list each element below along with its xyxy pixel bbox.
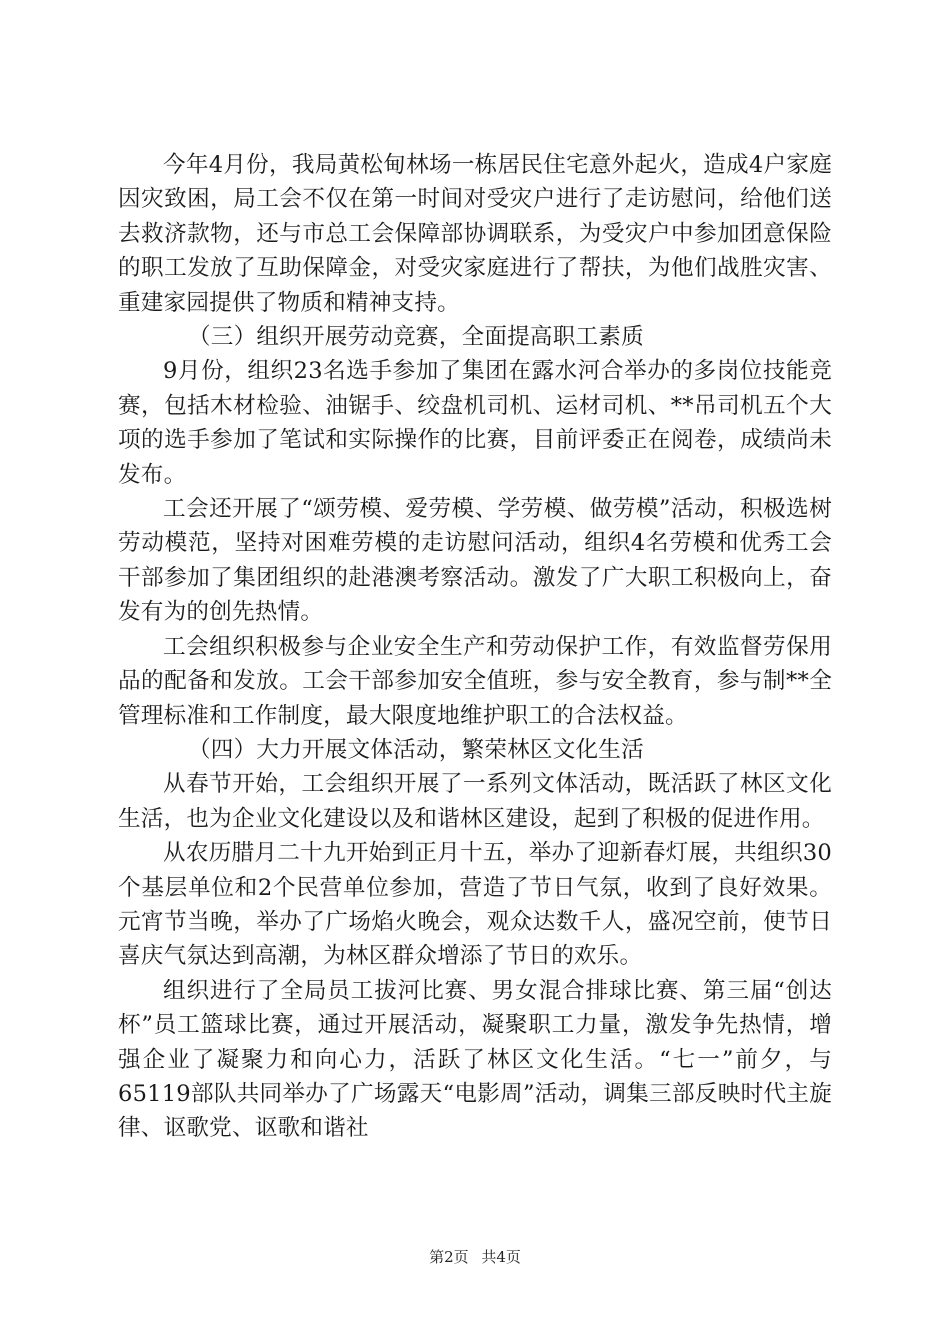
paragraph-model-workers: 工会还开展了“颂劳模、爱劳模、学劳模、做劳模”活动，积极选树劳动模范，坚持对困难劳模的走访慰问活动，组织4名劳模和优秀工会干部参加了集团组织的赴港澳考察活动。激发了广大职工积极向上，奋发有为的创先热情。 xyxy=(118,496,832,626)
page-total: 共4页 xyxy=(481,1248,521,1266)
section-heading-labor-competition: （三）组织开展劳动竞赛，全面提高职工素质 xyxy=(188,324,644,351)
document-body xyxy=(118,148,832,1146)
page-number: 第2页 xyxy=(429,1248,469,1266)
section-heading-cultural-activities: （四）大力开展文体活动，繁荣林区文化生活 xyxy=(188,736,644,763)
paragraph-lantern-show: 从农历腊月二十九开始到正月十五，举办了迎新春灯展，共组织30个基层单位和2个民营单位参加，营造了节日气氛，收到了良好效果。元宵节当晚，举办了广场焰火晚会，观众达数千人，盛况空前，使节日喜庆气氛达到高潮，为林区群众增添了节日的欢乐。 xyxy=(118,840,832,970)
paragraph-spring-festival-activities: 从春节开始，工会组织开展了一系列文体活动，既活跃了林区文化生活，也为企业文化建设以及和谐林区建设，起到了积极的促进作用。 xyxy=(118,771,832,832)
paragraph-fire-relief: 今年4月份，我局黄松甸林场一栋居民住宅意外起火，造成4户家庭因灾致困，局工会不仅在第一时间对受灾户进行了走访慰问，给他们送去救济款物，还与市总工会保障部协调联系，为受灾户中参加团意保险的职工发放了互助保障金，对受灾家庭进行了帮扶，为他们战胜灾害、重建家园提供了物质和精神支持。 xyxy=(118,152,832,316)
paragraph-sports-competitions: 组织进行了全局员工拔河比赛、男女混合排球比赛、第三届“创达杯”员工篮球比赛，通过开展活动，凝聚职工力量，激发争先热情，增强企业了凝聚力和向心力，活跃了林区文化生活。“七一”前夕，与65119部队共同举办了广场露天“电影周”活动，调集三部反映时代主旋律、讴歌党、讴歌和谐社 xyxy=(118,977,833,1142)
page-footer xyxy=(0,1246,950,1267)
paragraph-labor-protection: 工会组织积极参与企业安全生产和劳动保护工作，有效监督劳保用品的配备和发放。工会干部参加安全值班，参与安全教育，参与制**全管理标准和工作制度，最大限度地维护职工的合法权益。 xyxy=(118,633,832,729)
paragraph-skills-competition: 9月份，组织23名选手参加了集团在露水河合举办的多岗位技能竞赛，包括木材检验、油锯手、绞盘机司机、运材司机、**吊司机五个大项的选手参加了笔试和实际操作的比赛，目前评委正在阅卷，成绩尚未发布。 xyxy=(118,358,832,488)
